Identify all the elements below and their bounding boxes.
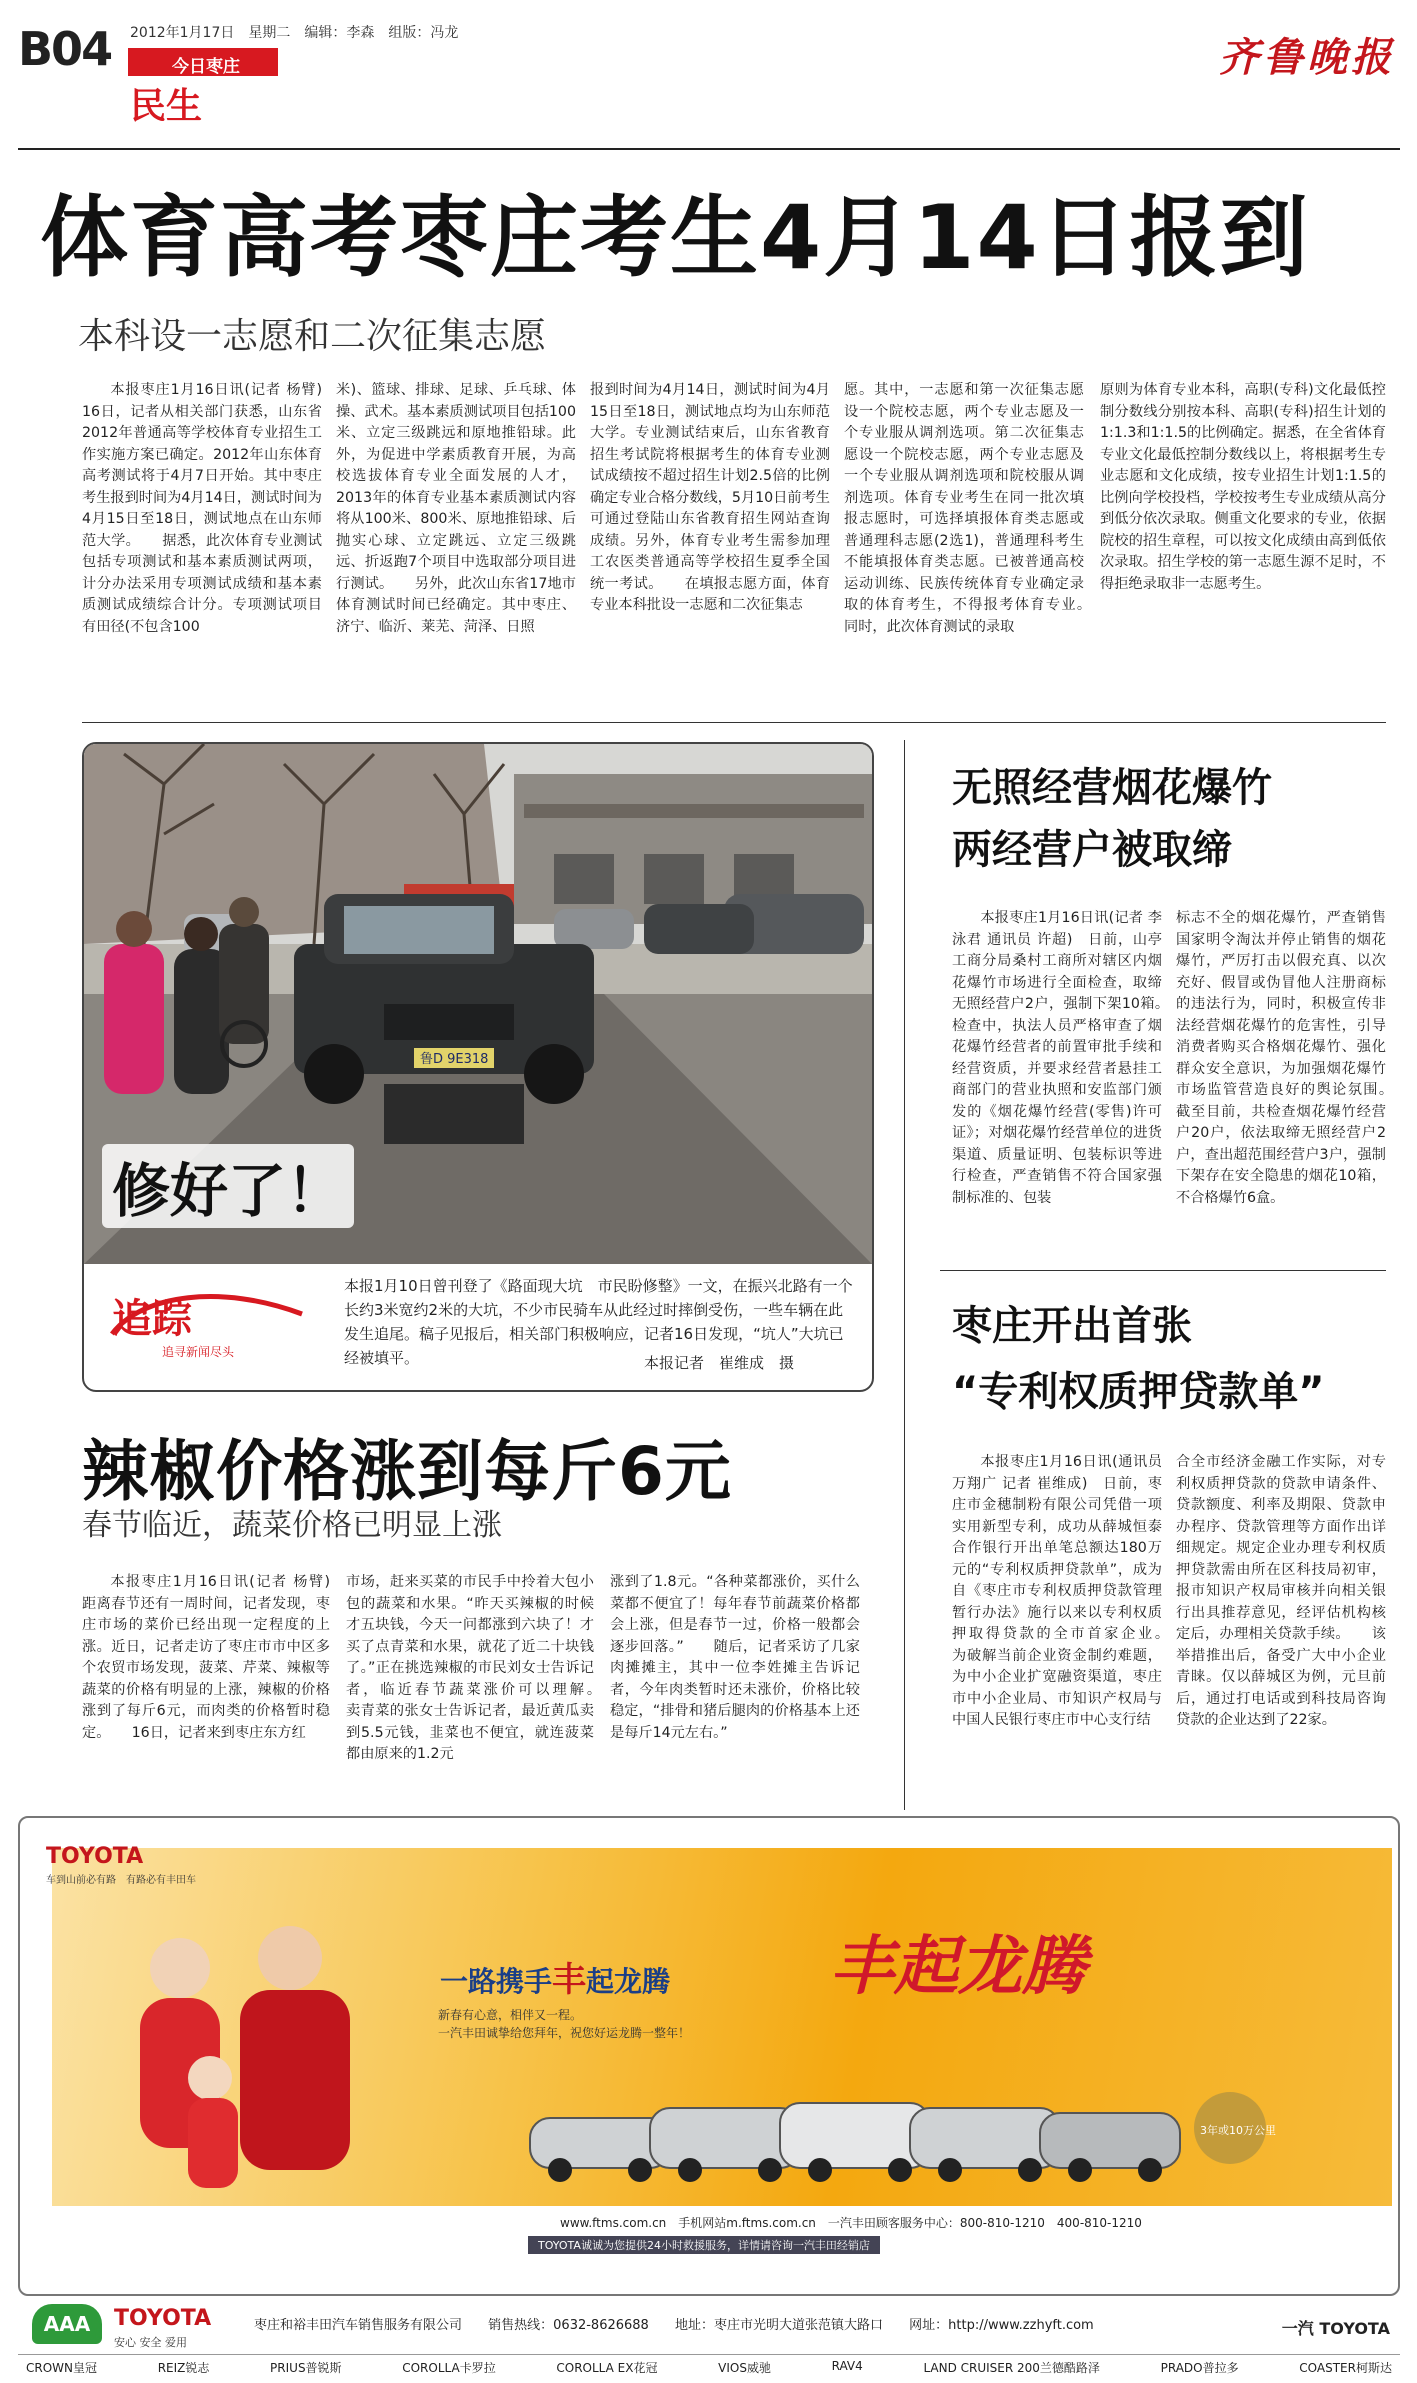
story3-column-1 xyxy=(952,1452,1162,1792)
story1-headline: 体育高考枣庄考生4月14日报到 xyxy=(40,186,1310,289)
story4-column-2 xyxy=(346,1572,594,1802)
story1-column-3 xyxy=(590,380,830,690)
ad-slogan-b: 丰 xyxy=(552,1960,587,2000)
story4-subhead: 春节临近，蔬菜价格已明显上涨 xyxy=(82,1508,502,1543)
dealer-footer xyxy=(18,2296,1400,2376)
story1-col1-text: 本报枣庄1月16日讯(记者 杨臂) 16日，记者从相关部门获悉，山东省2012年普通高等学校体育专业招生工作实施方案已确定。2012年山东体育高考测试将于4月7日开始。其中枣庄考生报到时间为4月14日，测试时间为4月15日至18日，测试地点在山东师范大学。 据悉，此次体育专业测试包括专项测试和基本素质测试两项，计分办法采用专项测试成绩和基本素质测试成绩综合计分。专项测试项目有田径(不包含100 xyxy=(82,382,322,635)
model-list xyxy=(18,2354,1400,2376)
story4-col2-text: 市场，赶来买菜的市民手中拎着大包小包的蔬菜和水果。“昨天买辣椒的时候才五块钱，今天一问都涨到六块了！才买了点青菜和水果，就花了近二十块钱了。”正在挑选辣椒的市民刘女士告诉记者，临近春节蔬菜涨价可以理解。 卖青菜的张女士告诉记者，最近黄瓜卖到5.5元钱，韭菜也不便宜，就连菠菜都由原来的1.2元 xyxy=(346,1574,594,1762)
story1-column-5 xyxy=(1100,380,1386,690)
story1-column-2 xyxy=(336,380,576,690)
dealer-tagline: 安心 安全 爱用 xyxy=(114,2336,187,2349)
aaa-logo: AAA xyxy=(32,2304,102,2344)
story3-col2-text: 合全市经济金融工作实际，对专利权质押贷款的贷款申请条件、贷款额度、利率及期限、贷款申办程序、贷款管理等方面作出详细规定。规定企业办理专利权质押贷款需由所在区科技局初审，报市知识产权局审核并向相关银行出具推荐意见，经评估机构核定后，办理相关贷款手续。 该举措推出后，备受广大中小企业青睐。仅以薛城区为例，元旦前后，通过打电话或到科技局咨询贷款的企业达到了22家。 xyxy=(1176,1454,1386,1728)
model-item: PRIUS普锐斯 xyxy=(270,2361,342,2375)
ad-warranty-badge: 3年或10万公里 xyxy=(1200,2124,1276,2137)
photo-text: 本报1月10日曾刊登了《路面现大坑 市民盼修整》一文，在振兴北路有一个长约3米宽约2米的大坑，不少市民骑车从此经过时摔倒受伤，一些车辆在此发生追尾。稿子见报后，相关部门积极响应，记者16日发现，“坑人”大坑已经被填平。 xyxy=(344,1277,853,1367)
story2-headline-2: 两经营户被取缔 xyxy=(952,827,1232,873)
ad-family-illustration xyxy=(100,1908,400,2208)
ad-brand-name: TOYOTA xyxy=(46,1844,144,1869)
ad-brand xyxy=(46,1844,196,1886)
ad-art-text: 丰起龙腾 xyxy=(830,1929,1086,2004)
ad-car-lineup xyxy=(520,2068,1280,2198)
section-name: 民生 xyxy=(130,86,203,127)
model-item: VIOS威驰 xyxy=(718,2361,771,2375)
header-rule xyxy=(18,148,1400,150)
story3-col1-text: 本报枣庄1月16日讯(通讯员 万翔广 记者 崔维成) 日前，枣庄市金穗制粉有限公司凭借一项实用新型专利，成功从薛城恒泰合作银行开出单笔总额达180万元的“专利权质押贷款单”，成为自《枣庄市专利权质押贷款管理暂行办法》施行以来以专利权质押取得贷款的全市首家企业。 为破解当前企业资金制约难题，为中小企业扩宽融资渠道，枣庄市中小企业局、市知识产权局与中国人民银行枣庄市中心支行结 xyxy=(952,1454,1162,1728)
model-item: COASTER柯斯达 xyxy=(1299,2361,1392,2375)
story3-headline-2: “专利权质押贷款单” xyxy=(952,1369,1325,1415)
column-logo-text: 追踪 xyxy=(112,1296,192,1342)
story4-column-1 xyxy=(82,1572,330,1802)
photo-caption: 修好了！ xyxy=(102,1144,354,1228)
license-plate: 鲁D 9E318 xyxy=(420,1052,489,1067)
faw-toyota-logo: 一汽 TOYOTA xyxy=(1281,2319,1390,2338)
ad-calligraphy-art xyxy=(820,1878,1120,2038)
story4-col3-text: 涨到了1.8元。“各种菜都涨价，买什么菜都不便宜了！每年春节前蔬菜价格都会上涨，但是春节一过，价格一般都会逐步回落。” 随后，记者采访了几家肉摊摊主，其中一位李姓摊主告诉记者，今年肉类暂时还未涨价，价格比较稳定，“排骨和猪后腿肉的价格基本上还是每斤14元左右。” xyxy=(610,1574,860,1741)
story4-column-3 xyxy=(610,1572,860,1802)
ad-subtext-1: 新春有心意，相伴又一程。 xyxy=(438,2008,583,2022)
issue-meta: 2012年1月17日 星期二 编辑：李森 组版：冯龙 xyxy=(130,25,459,41)
story1-col2-text: 米)、篮球、排球、足球、乒乓球、体操、武术。基本素质测试项目包括100米、立定三级跳远和原地推铅球。此外，为促进中学素质教育开展，为高校选拔体育专业全面发展的人才，2013年的体育专业基本素质测试内容将从100米、800米、原地推铅球、后抛实心球、立定跳远、立定三级跳远、折返跑7个项目中选取部分项目进行测试。 另外，此次山东省17地市体育测试时间已经确定。其中枣庄、济宁、临沂、莱芜、菏泽、日照 xyxy=(336,382,576,635)
column-divider xyxy=(904,740,905,1810)
model-item: COROLLA卡罗拉 xyxy=(402,2361,496,2375)
story4-headline: 辣椒价格涨到每斤6元 xyxy=(82,1433,732,1510)
column-logo-sub: 追寻新闻尽头 xyxy=(162,1345,235,1359)
model-item: LAND CRUISER 200兰德酷路泽 xyxy=(923,2361,1100,2375)
ad-brand-tag: 车到山前必有路 有路必有丰田车 xyxy=(46,1875,196,1886)
ad-slogan-a: 一路携手 xyxy=(440,1965,553,1998)
page-header xyxy=(0,0,1417,135)
divider xyxy=(940,1270,1386,1271)
story2-column-1 xyxy=(952,908,1162,1248)
divider xyxy=(82,722,1386,723)
story1-col3-text: 报到时间为4月14日，测试时间为4月15日至18日，测试地点均为山东师范大学。专业测试结束后，山东省教育招生考试院将根据考生的体育专业测试成绩按不超过招生计划2.5倍的比例确定专业合格分数线，5月10日前考生可通过登陆山东省教育招生网站查询成绩。另外，体育专业考生需参加理工农医类普通高等学校招生夏季全国统一考试。 在填报志愿方面，体育专业本科批设一志愿和二次征集志 xyxy=(590,382,830,613)
story3-column-2 xyxy=(1176,1452,1386,1792)
story1-column-1 xyxy=(82,380,322,690)
dealer-info xyxy=(254,2314,1116,2333)
dealer-brand: TOYOTA xyxy=(114,2306,212,2331)
section-tag: 今日枣庄 xyxy=(128,48,278,76)
model-item: PRADO普拉多 xyxy=(1160,2361,1239,2375)
ad-slogan-c: 起龙腾 xyxy=(586,1965,671,1998)
photo-credit: 本报记者 崔维成 摄 xyxy=(644,1354,795,1372)
news-photo xyxy=(84,744,872,1264)
column-logo xyxy=(102,1274,312,1364)
story2-col1-text: 本报枣庄1月16日讯(记者 李泳君 通讯员 许超) 日前，山亭工商分局桑村工商所对辖区内烟花爆竹市场进行全面检查，取缔无照经营户2户，强制下架10箱。 检查中，执法人员严格审查了烟花爆竹经营者的前置审批手续和经营资质，并要求经营者悬挂工商部门的营业执照和安监部门颁发的《烟花爆竹经营(零售)许可证》；对烟花爆竹经营单位的进货渠道、质量证明、包装标识等进行检查，严查销售不符合国家强制标准的、包装 xyxy=(952,910,1162,1206)
story2-headline-1: 无照经营烟花爆竹 xyxy=(952,765,1272,811)
model-item: COROLLA EX花冠 xyxy=(556,2361,658,2375)
dealer-hotline: 销售热线：0632-8626688 xyxy=(488,2318,649,2333)
dealer-url: 网址：http://www.zzhyft.com xyxy=(909,2318,1094,2333)
story1-col5-text: 原则为体育专业本科，高职(专科)文化最低控制分数线分别按本科、高职(专科)招生计划的1:1.3和1:1.5的比例确定。据悉，在全省体育专业文化最低控制分数线以上，将根据考生专业志愿和文化成绩，按专业招生计划1:1.5的比例向学校投档，学校按考生专业成绩从高分到低分依次录取。侧重文化要求的专业，依据院校的招生章程，可以按文化成绩由高到低依次录取。招生学校的第一志愿生源不足时，不得拒绝录取非一志愿考生。 xyxy=(1100,382,1386,592)
story4-col1-text: 本报枣庄1月16日讯(记者 杨臂) 距离春节还有一周时间，记者发现，枣庄市场的菜价已经出现一定程度的上涨。近日，记者走访了枣庄市市中区多个农贸市场发现，菠菜、芹菜、辣椒等蔬菜的价格有明显的上涨，辣椒的价格涨到了每斤6元，而肉类的价格暂时稳定。 16日，记者来到枣庄东方红 xyxy=(82,1574,330,1741)
ad-service-line: TOYOTA诚诚为您提供24小时救援服务，详情请咨询一汽丰田经销店 xyxy=(528,2236,880,2254)
dealer-address: 地址：枣庄市光明大道张范镇大路口 xyxy=(674,2318,883,2333)
ad-slogan xyxy=(440,1952,670,2001)
story2-col2-text: 标志不全的烟花爆竹，严查销售国家明令淘汰并停止销售的烟花爆竹，严厉打击以假充真、以次充好、假冒或伪冒他人注册商标的违法行为，同时，积极宣传非法经营烟花爆竹的危害性，引导消费者购买合格烟花爆竹、强化群众安全意识，为加强烟花爆竹市场监管营造良好的舆论氛围。 截至目前，共检查烟花爆竹经营户20户，依法取缔无照经营户2户，查出超范围经营户3户，强制下架存在安全隐患的烟花10箱，不合格爆竹6盒。 xyxy=(1176,910,1386,1206)
page-number: B04 xyxy=(18,22,112,76)
ad-website-line: www.ftms.com.cn 手机网站m.ftms.com.cn 一汽丰田顾客服务中心：800-810-1210 400-810-1210 xyxy=(560,2216,1142,2230)
ad-subtext-2: 一汽丰田诚挚给您拜年，祝您好运龙腾一整年！ xyxy=(438,2026,691,2040)
model-item: CROWN皇冠 xyxy=(26,2361,98,2375)
ad-subtext xyxy=(438,2006,690,2042)
story2-column-2 xyxy=(1176,908,1386,1248)
column-logo-graphic xyxy=(102,1274,312,1364)
dealer-name: 枣庄和裕丰田汽车销售服务有限公司 xyxy=(254,2318,463,2333)
photo-story xyxy=(82,742,874,1392)
story3-headline-1: 枣庄开出首张 xyxy=(952,1303,1192,1349)
story1-column-4 xyxy=(844,380,1084,690)
model-item: REIZ锐志 xyxy=(157,2361,210,2375)
story1-subhead: 本科设一志愿和二次征集志愿 xyxy=(78,316,547,357)
toyota-advertisement xyxy=(18,1816,1400,2296)
story1-col4-text: 愿。其中，一志愿和第一次征集志愿设一个院校志愿，两个专业志愿及一个专业服从调剂选项。第二次征集志愿设一个院校志愿，两个专业志愿及一个专业服从调剂选项和院校服从调剂选项。体育专业考生在同一批次填报志愿时，可选择填报体育类志愿或普通理科志愿(2选1)，普通理科考生不能填报体育类志愿。已被普通高校运动训练、民族传统体育专业确定录取的体育考生，不得报考体育专业。 同时，此次体育测试的录取 xyxy=(844,382,1084,635)
model-item: RAV4 xyxy=(831,2359,863,2373)
newspaper-masthead: 齐鲁晚报 xyxy=(1219,34,1395,81)
